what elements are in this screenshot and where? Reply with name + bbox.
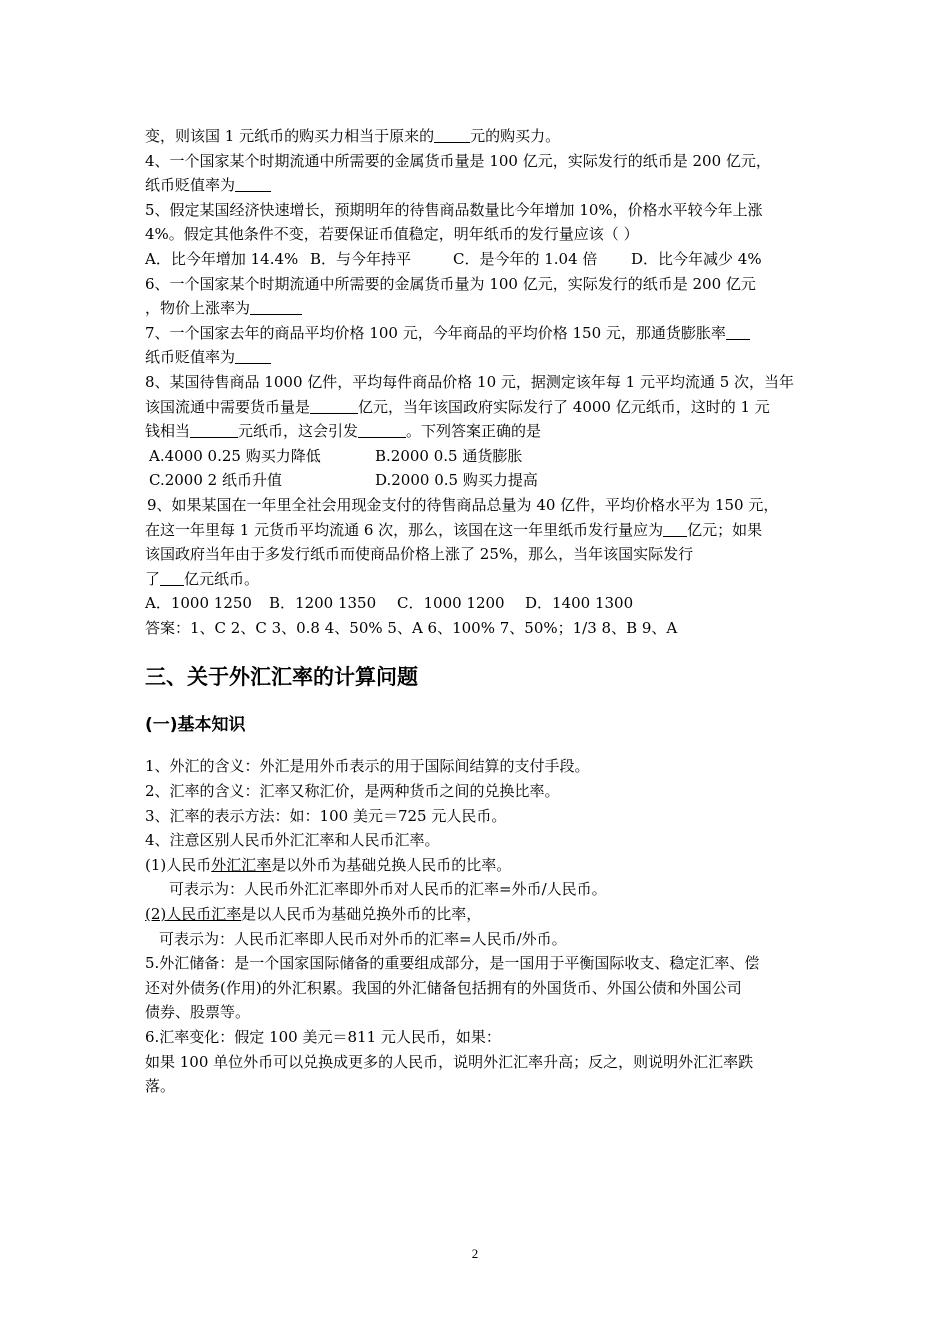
text: 7、一个国家去年的商品平均价格 100 元，今年商品的平均价格 150 元，那通货膨胀率 bbox=[145, 323, 726, 342]
knowledge-5-line3: 债券、股票等。 bbox=[145, 1003, 251, 1022]
q9-line1: 9、如果某国在一年里全社会用现金支付的待售商品总量为 40 亿件，平均价格水平为 150 元， bbox=[147, 495, 779, 514]
q8-options-row2 bbox=[145, 468, 815, 493]
answer-blank bbox=[235, 177, 271, 192]
text: 亿元，当年该国政府实际发行了 4000 亿元纸币，这时的 1 元 bbox=[358, 397, 770, 416]
text: 钱相当 bbox=[145, 422, 191, 441]
knowledge-4-2-expression: 可表示为：人民币汇率即人民币对外币的汇率=人民币/外币。 bbox=[159, 929, 567, 948]
text: 元纸币，这会引发 bbox=[238, 422, 359, 441]
option-a: A.4000 0.25 购买力降低 bbox=[149, 446, 321, 465]
q3-continuation bbox=[145, 124, 815, 149]
document-body bbox=[145, 124, 815, 1099]
answer-blank bbox=[358, 423, 406, 438]
knowledge-2: 2、汇率的含义：汇率又称汇价，是两种货币之间的兑换比率。 bbox=[145, 782, 560, 801]
knowledge-1: 1、外汇的含义：外汇是用外币表示的用于国际间结算的支付手段。 bbox=[145, 757, 590, 776]
q9-options bbox=[145, 591, 815, 616]
answer-blank bbox=[726, 325, 750, 340]
q9-line3: 该国政府当年由于多发行纸币而使商品价格上涨了 25%，那么，当年该国实际发行 bbox=[145, 545, 694, 564]
option-b: B．1200 1350 bbox=[269, 594, 377, 613]
q7-line1 bbox=[145, 321, 815, 346]
option-b: B．与今年持平 bbox=[310, 249, 412, 268]
option-d: D．比今年减少 4% bbox=[631, 249, 762, 268]
q8-line1: 8、某国待售商品 1000 亿件，平均每件商品价格 10 元，据测定该年每 1 元平均流通 5 次，当年 bbox=[145, 372, 795, 391]
option-b: B.2000 0.5 通货膨胀 bbox=[375, 446, 523, 465]
knowledge-4-1 bbox=[145, 853, 815, 878]
page-number: 2 bbox=[471, 1246, 479, 1261]
answer-blank bbox=[310, 399, 358, 414]
knowledge-5-line2: 还对外债务(作用)的外汇积累。我国的外汇储备包括拥有的外国货币、外国公债和外国公司 bbox=[145, 978, 742, 997]
text: (2) bbox=[145, 905, 167, 924]
answer-blank bbox=[663, 522, 687, 537]
option-c: C.2000 2 纸币升值 bbox=[149, 471, 282, 490]
text: 在这一年里每 1 元货币平均流通 6 次，那么，该国在这一年里纸币发行量应为 bbox=[145, 520, 664, 539]
text: 元的购买力。 bbox=[470, 127, 561, 145]
answer-key: 答案：1、C 2、C 3、0.8 4、50% 5、A 6、100% 7、50%；1/3 8、B 9、A bbox=[145, 618, 678, 637]
text: 。下列答案正确的是 bbox=[406, 422, 542, 441]
answer-blank bbox=[250, 300, 302, 315]
section-subtitle: (一)基本知识 bbox=[145, 715, 246, 736]
knowledge-6-line1: 6.汇率变化：假定 100 美元＝811 元人民币，如果： bbox=[145, 1028, 501, 1046]
knowledge-6-line3: 落。 bbox=[145, 1077, 176, 1096]
knowledge-3: 3、汇率的表示方法：如：100 美元＝725 元人民币。 bbox=[145, 806, 507, 825]
option-d: D．1400 1300 bbox=[525, 594, 634, 613]
q8-options-row1 bbox=[145, 444, 815, 469]
q8-line2 bbox=[145, 395, 815, 420]
option-d: D.2000 0.5 购买力提高 bbox=[375, 471, 538, 490]
knowledge-4-2 bbox=[145, 902, 815, 927]
text: 亿元纸币。 bbox=[184, 569, 260, 588]
q4-line1: 4、一个国家某个时期流通中所需要的金属货币量是 100 亿元，实际发行的纸币是 200 亿元， bbox=[145, 151, 771, 170]
q8-line3 bbox=[145, 419, 815, 444]
q9-line4 bbox=[145, 567, 815, 592]
text: 亿元；如果 bbox=[687, 520, 763, 539]
answer-blank bbox=[235, 349, 271, 364]
underlined-term: 外汇汇率 bbox=[211, 855, 272, 874]
q6-line2 bbox=[145, 296, 815, 321]
q9-line2 bbox=[145, 518, 815, 543]
answer-blank bbox=[434, 128, 470, 143]
text: (1)人民币 bbox=[145, 855, 212, 874]
underlined-term: 人民币汇率 bbox=[166, 905, 242, 924]
option-a: A．1000 1250 bbox=[145, 594, 252, 613]
option-a: A．比今年增加 14.4% bbox=[145, 249, 299, 268]
option-c: C．是今年的 1.04 倍 bbox=[453, 249, 598, 268]
q4-line2 bbox=[145, 173, 815, 198]
answer-blank bbox=[160, 571, 184, 586]
q6-line1: 6、一个国家某个时期流通中所需要的金属货币量为 100 亿元，实际发行的纸币是 200 亿元 bbox=[145, 274, 756, 293]
section-title: 三、关于外汇汇率的计算问题 bbox=[145, 665, 418, 690]
knowledge-5-line1: 5.外汇储备：是一个国家国际储备的重要组成部分，是一国用于平衡国际收支、稳定汇率、偿 bbox=[145, 954, 760, 973]
answer-blank bbox=[190, 423, 238, 438]
text: 是以人民币为基础兑换外币的比率， bbox=[241, 905, 482, 924]
text: 该国流通中需要货币量是 bbox=[145, 397, 311, 416]
text: 是以外币为基础兑换人民币的比率。 bbox=[271, 855, 512, 874]
option-c: C．1000 1200 bbox=[397, 594, 505, 613]
text: ，物价上涨率为 bbox=[145, 299, 251, 318]
text: 变，则该国 1 元纸币的购买力相当于原来的 bbox=[145, 127, 435, 145]
knowledge-4-1-expression: 可表示为：人民币外汇汇率即外币对人民币的汇率=外币/人民币。 bbox=[169, 880, 607, 899]
text: 纸币贬值率为 bbox=[145, 176, 236, 195]
text: 纸币贬值率为 bbox=[145, 348, 236, 367]
text: 了 bbox=[145, 569, 161, 588]
q5-options bbox=[145, 247, 815, 272]
q5-line2: 4%。假定其他条件不变，若要保证币值稳定，明年纸币的发行量应该（ ） bbox=[145, 225, 639, 244]
knowledge-4: 4、注意区别人民币外汇汇率和人民币汇率。 bbox=[145, 831, 440, 850]
q5-line1: 5、假定某国经济快速增长，预期明年的待售商品数量比今年增加 10%，价格水平较今年上涨 bbox=[145, 200, 763, 219]
q7-line2 bbox=[145, 345, 815, 370]
knowledge-6-line2: 如果 100 单位外币可以兑换成更多的人民币，说明外汇汇率升高；反之，则说明外汇汇率跌 bbox=[145, 1052, 754, 1071]
